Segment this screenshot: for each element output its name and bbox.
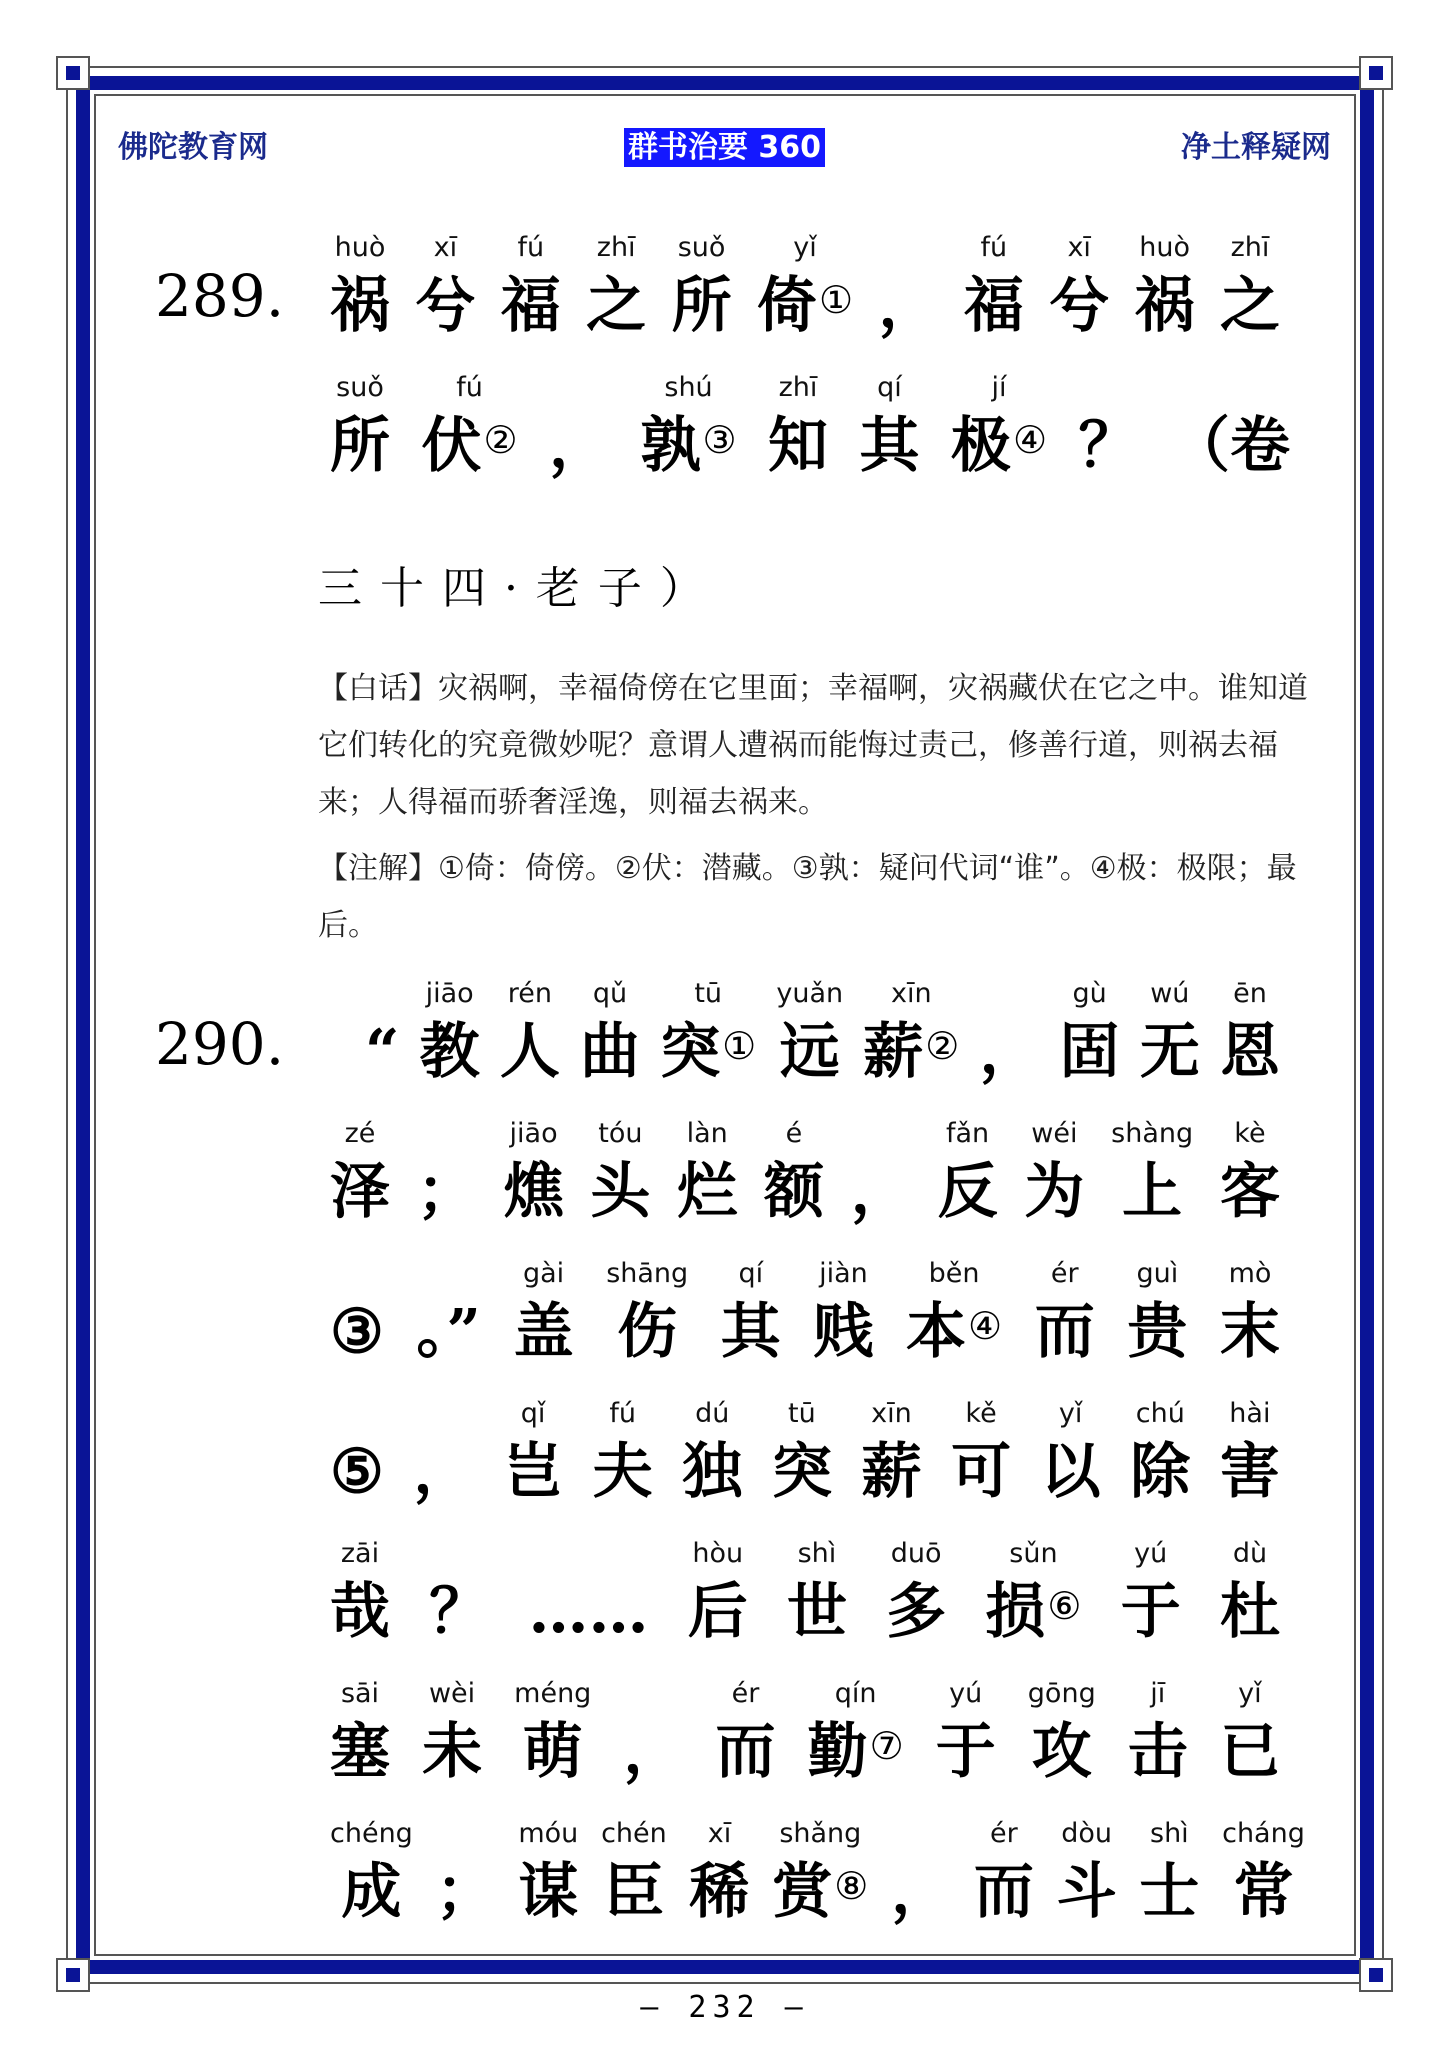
char-unit: [1222, 1816, 1305, 1932]
entry289-line: [330, 370, 1290, 486]
char-unit: [501, 230, 561, 346]
char-unit: [436, 1816, 496, 1932]
entry-number-290: 290.: [155, 1010, 285, 1078]
pinyin: jiāo: [425, 978, 474, 1009]
char-unit: [1220, 1536, 1280, 1652]
hanzi: 可: [951, 1437, 1012, 1507]
pinyin: shì: [1150, 1818, 1189, 1849]
hanzi: ，: [623, 1717, 684, 1787]
char-unit: [586, 230, 646, 346]
hanzi: （卷: [1169, 411, 1290, 481]
pinyin: wèi: [428, 1678, 476, 1709]
pinyin: xīn: [891, 978, 932, 1009]
char-unit: [772, 1396, 832, 1512]
pinyin: shāng: [606, 1258, 689, 1289]
pinyin: chén: [601, 1818, 667, 1849]
pinyin: jī: [1150, 1678, 1166, 1709]
hanzi: 兮: [415, 271, 476, 341]
pinyin: xī: [1067, 232, 1091, 263]
char-unit: [938, 1116, 998, 1232]
char-unit: [1220, 1396, 1280, 1512]
hanzi: 常: [1233, 1857, 1294, 1927]
pinyin: fú: [456, 372, 483, 403]
hanzi: 独: [682, 1437, 743, 1507]
char-unit: [1139, 1816, 1199, 1932]
hanzi: 于: [1120, 1577, 1181, 1647]
char-unit: [580, 976, 640, 1092]
char-unit: [1170, 370, 1290, 486]
pinyin: sāi: [340, 1678, 380, 1709]
hanzi: ，: [413, 1437, 474, 1507]
char-unit: [1041, 1396, 1101, 1512]
pinyin: fú: [609, 1398, 636, 1429]
char-unit: [1057, 1816, 1117, 1932]
pinyin: hài: [1229, 1398, 1271, 1429]
char-unit: [1135, 230, 1195, 346]
pinyin: shàng: [1111, 1118, 1194, 1149]
char-unit: [601, 1816, 667, 1932]
hanzi: 客: [1219, 1157, 1280, 1227]
char-unit: [330, 1536, 390, 1652]
pinyin: kè: [1234, 1118, 1266, 1149]
hanzi: 远: [779, 1017, 840, 1087]
entry289-source: 三 十 四 · 老 子 ）: [318, 563, 706, 614]
annotation-marker: ⑦: [869, 1724, 904, 1768]
char-unit: [330, 1256, 384, 1372]
pinyin: wéi: [1031, 1118, 1078, 1149]
pinyin: zhī: [778, 372, 818, 403]
header-site-right: 净土释疑网: [1181, 130, 1331, 165]
pinyin: ér: [1050, 1258, 1079, 1289]
hanzi: 曲: [579, 1017, 640, 1087]
hanzi: ，: [979, 1017, 1040, 1087]
char-unit: [964, 230, 1024, 346]
char-unit: [813, 1256, 873, 1372]
entry290-line: [330, 1116, 1280, 1232]
hanzi: 世: [786, 1577, 847, 1647]
hanzi: ⑤: [330, 1437, 384, 1507]
char-unit: [768, 370, 828, 486]
pinyin: gōng: [1027, 1678, 1096, 1709]
char-unit: [330, 1676, 390, 1792]
char-unit: [416, 1256, 481, 1372]
hanzi: 成: [341, 1857, 402, 1927]
char-unit: [1220, 1116, 1280, 1232]
char-unit: [1127, 1256, 1187, 1372]
char-unit: [808, 1676, 904, 1792]
hanzi: 。”: [416, 1297, 481, 1367]
pinyin: huò: [334, 232, 386, 263]
hanzi: ……: [528, 1577, 649, 1647]
hanzi: 攻: [1031, 1717, 1092, 1787]
char-unit: [891, 1816, 951, 1932]
frame-corner-bottom-right: [1359, 1958, 1393, 1992]
char-unit: [500, 976, 560, 1092]
header-title-highlight: 群书治要 360: [624, 128, 825, 167]
annotation-marker: ②: [925, 1024, 960, 1068]
hanzi: 岂: [503, 1437, 564, 1507]
char-unit: [1220, 1676, 1280, 1792]
char-unit: [951, 370, 1047, 486]
pinyin: cháng: [1222, 1818, 1305, 1849]
hanzi: 其: [859, 411, 920, 481]
char-unit: [1111, 1116, 1193, 1232]
char-unit: [1121, 1536, 1181, 1652]
pinyin: yǐ: [793, 232, 817, 263]
char-unit: [715, 1676, 775, 1792]
hanzi: 福: [500, 271, 561, 341]
char-unit: [906, 1256, 1002, 1372]
char-unit: [721, 1256, 781, 1372]
pinyin: rén: [507, 978, 552, 1009]
char-unit: [1028, 1676, 1096, 1792]
hanzi: 倚①: [756, 271, 854, 341]
pinyin: shǎng: [779, 1818, 862, 1849]
char-unit: [330, 1816, 413, 1932]
char-unit: [514, 1676, 591, 1792]
pinyin: tū: [694, 978, 723, 1009]
char-unit: [985, 1536, 1081, 1652]
hanzi: ？: [1078, 411, 1139, 481]
annotation-marker: ⑥: [1047, 1584, 1082, 1628]
char-unit: [660, 976, 756, 1092]
pinyin: méng: [514, 1678, 592, 1709]
hanzi: 害: [1219, 1437, 1280, 1507]
pinyin: yǐ: [1238, 1678, 1262, 1709]
pinyin: yú: [949, 1678, 983, 1709]
hanzi: 而: [715, 1717, 776, 1787]
char-unit: [514, 1256, 574, 1372]
char-unit: [420, 976, 480, 1092]
hanzi: 固: [1059, 1017, 1120, 1087]
hanzi: 于: [935, 1717, 996, 1787]
hanzi: 额: [763, 1157, 824, 1227]
hanzi: 兮: [1049, 271, 1110, 341]
annotation-marker: ⑧: [834, 1864, 869, 1908]
pinyin: gù: [1072, 978, 1107, 1009]
hanzi: 极④: [950, 411, 1048, 481]
pinyin: sǔn: [1009, 1538, 1058, 1569]
pinyin: jí: [991, 372, 1007, 403]
char-unit: [863, 976, 959, 1092]
hanzi: ；: [416, 1157, 477, 1227]
hanzi: 伏②: [421, 411, 518, 481]
pinyin: duō: [890, 1538, 942, 1569]
hanzi: ？: [429, 1577, 490, 1647]
pinyin: xī: [433, 232, 458, 263]
hanzi: ；: [435, 1857, 496, 1927]
hanzi: 反: [937, 1157, 998, 1227]
hanzi: 未: [422, 1717, 483, 1787]
entry290-line: [330, 1256, 1280, 1372]
char-unit: [606, 1256, 688, 1372]
hanzi: 损⑥: [985, 1577, 1082, 1647]
char-unit: [764, 1116, 824, 1232]
char-unit: [776, 976, 843, 1092]
hanzi: 祸: [1134, 271, 1195, 341]
pinyin: guì: [1136, 1258, 1179, 1289]
pinyin: zhī: [1230, 232, 1270, 263]
char-unit: [1220, 976, 1280, 1092]
char-unit: [330, 370, 390, 486]
char-unit: [528, 1536, 648, 1652]
hanzi: 多: [886, 1577, 947, 1647]
hanzi: 孰③: [640, 411, 737, 481]
pinyin: ér: [989, 1818, 1018, 1849]
pinyin: xī: [707, 1818, 732, 1849]
char-unit: [640, 370, 736, 486]
pinyin: fú: [980, 232, 1008, 263]
char-unit: [1079, 370, 1139, 486]
hanzi: 赏⑧: [772, 1857, 869, 1927]
pinyin: běn: [928, 1258, 980, 1289]
char-unit: [878, 230, 938, 346]
hanzi: 其: [720, 1297, 781, 1367]
hanzi: 为: [1024, 1157, 1085, 1227]
hanzi: 伤: [617, 1297, 678, 1367]
char-unit: [413, 1396, 473, 1512]
hanzi: 以: [1040, 1437, 1101, 1507]
char-unit: [682, 1396, 742, 1512]
char-unit: [757, 230, 853, 346]
hanzi: 薪: [861, 1437, 922, 1507]
pinyin: jiāo: [509, 1118, 558, 1149]
char-unit: [429, 1536, 489, 1652]
pinyin: kě: [965, 1398, 997, 1429]
header-site-left: 佛陀教育网: [118, 130, 268, 165]
pinyin: ēn: [1233, 978, 1267, 1009]
entry290-line: [330, 1676, 1280, 1792]
hanzi: 塞: [330, 1717, 390, 1787]
entry290-line: [330, 1396, 1280, 1512]
char-unit: [330, 1116, 390, 1232]
char-unit: [861, 1396, 921, 1512]
hanzi: ，: [878, 271, 939, 341]
hanzi: 而: [973, 1857, 1034, 1927]
char-unit: [886, 1536, 946, 1652]
hanzi: 谋: [518, 1857, 579, 1927]
hanzi: 教: [419, 1017, 480, 1087]
pinyin: tóu: [598, 1118, 643, 1149]
pinyin: dú: [695, 1398, 730, 1429]
pinyin: fú: [517, 232, 545, 263]
hanzi: 勤⑦: [807, 1717, 904, 1787]
hanzi: 所: [330, 411, 390, 481]
pinyin: wú: [1150, 978, 1190, 1009]
hanzi: ，: [549, 411, 610, 481]
hanzi: 盖: [513, 1297, 574, 1367]
hanzi: 本④: [906, 1297, 1003, 1367]
entry289-zhujie: 【注解】①倚：倚傍。②伏：潜藏。③孰：疑问代词“谁”。④极：极限；最后。: [318, 851, 1297, 943]
frame-corner-top-right: [1359, 56, 1393, 90]
char-unit: [772, 1816, 868, 1932]
pinyin: xīn: [871, 1398, 912, 1429]
pinyin: huò: [1139, 232, 1190, 263]
entry289-line: [330, 230, 1280, 346]
annotation-marker: ③: [702, 418, 737, 462]
pinyin: yuǎn: [776, 978, 844, 1009]
pinyin: móu: [518, 1818, 579, 1849]
hanzi: 福: [963, 271, 1024, 341]
hanzi: 人: [499, 1017, 560, 1087]
pinyin: qí: [738, 1258, 764, 1289]
hanzi: 燋: [503, 1157, 564, 1227]
annotation-marker: ②: [483, 418, 518, 462]
entry290-line: [365, 976, 1280, 1092]
hanzi: 泽: [330, 1157, 390, 1227]
char-unit: [504, 1116, 564, 1232]
char-unit: [1035, 1256, 1095, 1372]
pinyin: zé: [344, 1118, 376, 1149]
hanzi: 而: [1034, 1297, 1095, 1367]
char-unit: [851, 1116, 911, 1232]
hanzi: 末: [1220, 1297, 1280, 1367]
hanzi: 夫: [592, 1437, 653, 1507]
hanzi: ③: [330, 1297, 384, 1367]
pinyin: qǔ: [592, 978, 628, 1009]
char-unit: [623, 1676, 683, 1792]
pinyin: qǐ: [520, 1398, 546, 1429]
char-unit: [421, 370, 517, 486]
char-unit: [590, 1116, 650, 1232]
hanzi: 斗: [1056, 1857, 1117, 1927]
pinyin: hòu: [692, 1538, 744, 1569]
pinyin: dòu: [1061, 1818, 1112, 1849]
char-unit: [503, 1396, 563, 1512]
pinyin: làn: [686, 1118, 728, 1149]
frame-corner-top-left: [56, 56, 90, 90]
hanzi: 烂: [677, 1157, 738, 1227]
pinyin: jiàn: [819, 1258, 868, 1289]
pinyin: chéng: [330, 1818, 413, 1849]
frame-corner-bottom-left: [56, 1958, 90, 1992]
char-unit: [1049, 230, 1109, 346]
hanzi: 无: [1139, 1017, 1200, 1087]
pinyin: suǒ: [677, 232, 726, 263]
hanzi: 贱: [813, 1297, 874, 1367]
hanzi: 所: [671, 271, 732, 341]
char-unit: [1220, 230, 1280, 346]
char-unit: [330, 1396, 384, 1512]
char-unit: [1128, 1676, 1188, 1792]
pinyin: chú: [1135, 1398, 1185, 1429]
char-unit: [980, 976, 1040, 1092]
entry290-line: [330, 1816, 1305, 1932]
char-unit: [787, 1536, 847, 1652]
pinyin: shú: [664, 372, 713, 403]
hanzi: ，: [891, 1857, 952, 1927]
hanzi: 上: [1122, 1157, 1183, 1227]
pinyin: suǒ: [336, 372, 384, 403]
char-unit: [1024, 1116, 1084, 1232]
annotation-marker: ④: [1012, 418, 1048, 462]
hanzi: “: [365, 1017, 400, 1087]
char-unit: [690, 1816, 750, 1932]
char-unit: [330, 230, 390, 346]
hanzi: 之: [586, 271, 647, 341]
hanzi: ，: [850, 1157, 911, 1227]
char-unit: [860, 370, 920, 486]
pinyin: yǐ: [1058, 1398, 1083, 1429]
char-unit: [1220, 1256, 1280, 1372]
annotation-marker: ④: [968, 1304, 1003, 1348]
pinyin: ér: [731, 1678, 760, 1709]
hanzi: 士: [1139, 1857, 1200, 1927]
hanzi: 哉: [330, 1577, 390, 1647]
hanzi: 臣: [603, 1857, 664, 1927]
page-number: – 232 –: [640, 1990, 809, 2025]
pinyin: mò: [1228, 1258, 1272, 1289]
hanzi: 除: [1130, 1437, 1191, 1507]
pinyin: shì: [797, 1538, 837, 1569]
hanzi: 头: [590, 1157, 651, 1227]
pinyin: yú: [1134, 1538, 1168, 1569]
hanzi: 杜: [1219, 1577, 1280, 1647]
pinyin: fǎn: [945, 1118, 990, 1149]
char-unit: [417, 1116, 477, 1232]
char-unit: [549, 370, 609, 486]
char-unit: [677, 1116, 737, 1232]
char-unit: [415, 230, 475, 346]
char-unit: [518, 1816, 578, 1932]
hanzi: 已: [1219, 1717, 1280, 1787]
char-unit: [672, 230, 732, 346]
char-unit: [936, 1676, 996, 1792]
pinyin: tū: [787, 1398, 816, 1429]
pinyin: qí: [877, 372, 902, 403]
hanzi: 击: [1127, 1717, 1188, 1787]
hanzi: 薪②: [863, 1017, 960, 1087]
char-unit: [1060, 976, 1120, 1092]
pinyin: zhī: [596, 232, 636, 263]
hanzi: 萌: [522, 1717, 583, 1787]
hanzi: 稀: [689, 1857, 750, 1927]
char-unit: [1130, 1396, 1190, 1512]
hanzi: 突①: [660, 1017, 757, 1087]
pinyin: zāi: [340, 1538, 380, 1569]
char-unit: [422, 1676, 482, 1792]
pinyin: gài: [522, 1258, 565, 1289]
char-unit: [974, 1816, 1034, 1932]
hanzi: 之: [1219, 271, 1280, 341]
char-unit: [1140, 976, 1200, 1092]
hanzi: 知: [768, 411, 829, 481]
char-unit: [593, 1396, 653, 1512]
entry289-baihua: 【白话】灾祸啊，幸福倚傍在它里面；幸福啊，灾祸藏伏在它之中。谁知道它们转化的究竟微妙呢？意谓人遭祸而能悔过责己，修善行道，则祸去福来；人得福而骄奢淫逸，则福去祸来。: [318, 671, 1308, 820]
pinyin: dù: [1232, 1538, 1268, 1569]
hanzi: 贵: [1127, 1297, 1188, 1367]
annotation-marker: ①: [722, 1024, 757, 1068]
hanzi: 恩: [1219, 1017, 1280, 1087]
char-unit: [688, 1536, 748, 1652]
entry290-line: [330, 1536, 1280, 1652]
pinyin: qín: [834, 1678, 877, 1709]
pinyin: é: [785, 1118, 803, 1149]
hanzi: 突: [771, 1437, 832, 1507]
hanzi: 祸: [330, 271, 390, 341]
char-unit: [951, 1396, 1011, 1512]
entry-number-289: 289.: [155, 262, 285, 330]
annotation-marker: ①: [818, 278, 854, 322]
hanzi: 后: [687, 1577, 748, 1647]
char-unit: [365, 976, 400, 1092]
